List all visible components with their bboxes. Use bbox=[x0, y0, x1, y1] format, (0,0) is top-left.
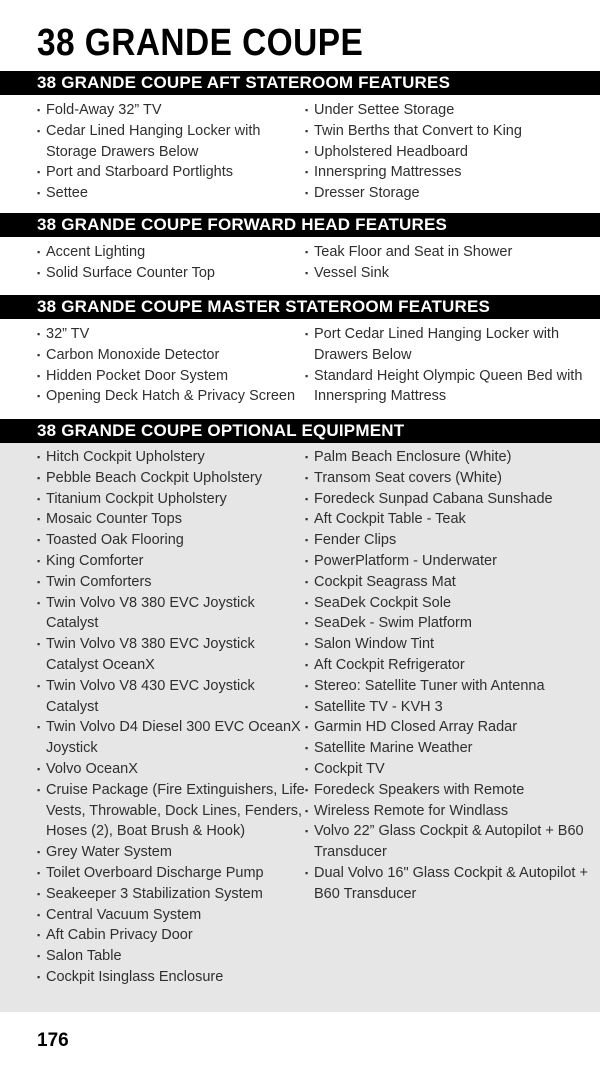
list-item: ▪ Standard Height Olympic Queen Bed with Innerspring Mattress bbox=[305, 366, 595, 408]
list-item: ▪ Twin Berths that Convert to King bbox=[305, 121, 595, 142]
list-item: ▪ SeaDek Cockpit Sole bbox=[305, 593, 595, 614]
list-item: ▪ PowerPlatform - Underwater bbox=[305, 551, 595, 572]
optional-equipment-left-list bbox=[37, 447, 305, 988]
forward-head-section bbox=[0, 213, 600, 284]
list-item: ▪ Satellite TV - KVH 3 bbox=[305, 697, 595, 718]
master-features-right-list bbox=[305, 324, 595, 407]
list-item: ▪ Palm Beach Enclosure (White) bbox=[305, 447, 595, 468]
list-item: ▪ Dual Volvo 16" Glass Cockpit & Autopilot + B60 Transducer bbox=[305, 863, 595, 905]
page-number: 176 bbox=[37, 1030, 69, 1051]
list-item: ▪ Cockpit TV bbox=[305, 759, 595, 780]
optional-equipment-right-list bbox=[305, 447, 595, 988]
list-item: ▪ Accent Lighting bbox=[37, 242, 305, 263]
list-item: ▪ King Comforter bbox=[37, 551, 305, 572]
list-item: ▪ Volvo 22” Glass Cockpit & Autopilot + B60 Transducer bbox=[305, 821, 595, 863]
list-item: ▪ Twin Volvo V8 430 EVC Joystick Catalyst bbox=[37, 676, 305, 718]
list-item: ▪ Central Vacuum System bbox=[37, 905, 305, 926]
list-item: ▪ Teak Floor and Seat in Shower bbox=[305, 242, 595, 263]
list-item: ▪ Dresser Storage bbox=[305, 183, 595, 204]
list-item: ▪ SeaDek - Swim Platform bbox=[305, 613, 595, 634]
list-item: ▪ Twin Volvo V8 380 EVC Joystick Catalyst bbox=[37, 593, 305, 635]
list-item: ▪ Toilet Overboard Discharge Pump bbox=[37, 863, 305, 884]
list-item: ▪ Settee bbox=[37, 183, 305, 204]
list-item: ▪ Mosaic Counter Tops bbox=[37, 509, 305, 530]
list-item: ▪ Cedar Lined Hanging Locker with Storage Drawers Below bbox=[37, 121, 305, 163]
aft-stateroom-heading: 38 GRANDE COUPE AFT STATEROOM FEATURES bbox=[0, 71, 600, 95]
list-item: ▪ Opening Deck Hatch & Privacy Screen bbox=[37, 386, 305, 407]
list-item: ▪ Cockpit Seagrass Mat bbox=[305, 572, 595, 593]
list-item: ▪ Fold-Away 32” TV bbox=[37, 100, 305, 121]
master-features-left-list bbox=[37, 324, 305, 407]
list-item: ▪ Volvo OceanX bbox=[37, 759, 305, 780]
optional-equipment-heading: 38 GRANDE COUPE OPTIONAL EQUIPMENT bbox=[0, 419, 600, 443]
forward-features-right-list bbox=[305, 242, 595, 284]
list-item: ▪ Innerspring Mattresses bbox=[305, 162, 595, 183]
list-item: ▪ Port and Starboard Portlights bbox=[37, 162, 305, 183]
list-item: ▪ Twin Volvo D4 Diesel 300 EVC OceanX Joystick bbox=[37, 717, 305, 759]
list-item: ▪ Transom Seat covers (White) bbox=[305, 468, 595, 489]
list-item: ▪ Aft Cockpit Table - Teak bbox=[305, 509, 595, 530]
list-item: ▪ Salon Window Tint bbox=[305, 634, 595, 655]
list-item: ▪ Satellite Marine Weather bbox=[305, 738, 595, 759]
list-item: ▪ Foredeck Speakers with Remote bbox=[305, 780, 595, 801]
list-item: ▪ Under Settee Storage bbox=[305, 100, 595, 121]
list-item: ▪ Hidden Pocket Door System bbox=[37, 366, 305, 387]
list-item: ▪ Upholstered Headboard bbox=[305, 142, 595, 163]
list-item: ▪ Hitch Cockpit Upholstery bbox=[37, 447, 305, 468]
list-item: ▪ Fender Clips bbox=[305, 530, 595, 551]
list-item: ▪ Port Cedar Lined Hanging Locker with Drawers Below bbox=[305, 324, 595, 366]
list-item: ▪ Pebble Beach Cockpit Upholstery bbox=[37, 468, 305, 489]
optional-equipment-section bbox=[0, 419, 600, 1012]
forward-head-heading: 38 GRANDE COUPE FORWARD HEAD FEATURES bbox=[0, 213, 600, 237]
master-stateroom-section bbox=[0, 295, 600, 407]
list-item: ▪ Cruise Package (Fire Extinguishers, Life Vests, Throwable, Dock Lines, Fenders, Hoses (2), Boat Brush & Hook) bbox=[37, 780, 305, 842]
aft-stateroom-section bbox=[0, 71, 600, 204]
list-item: ▪ 32” TV bbox=[37, 324, 305, 345]
list-item: ▪ Cockpit Isinglass Enclosure bbox=[37, 967, 305, 988]
master-stateroom-heading: 38 GRANDE COUPE MASTER STATEROOM FEATURES bbox=[0, 295, 600, 319]
aft-features-right-list bbox=[305, 100, 595, 204]
list-item: ▪ Titanium Cockpit Upholstery bbox=[37, 489, 305, 510]
list-item: ▪ Foredeck Sunpad Cabana Sunshade bbox=[305, 489, 595, 510]
list-item: ▪ Vessel Sink bbox=[305, 263, 595, 284]
aft-features-left-list bbox=[37, 100, 305, 204]
list-item: ▪ Wireless Remote for Windlass bbox=[305, 801, 595, 822]
list-item: ▪ Garmin HD Closed Array Radar bbox=[305, 717, 595, 738]
forward-features-left-list bbox=[37, 242, 305, 284]
list-item: ▪ Stereo: Satellite Tuner with Antenna bbox=[305, 676, 595, 697]
list-item: ▪ Carbon Monoxide Detector bbox=[37, 345, 305, 366]
list-item: ▪ Solid Surface Counter Top bbox=[37, 263, 305, 284]
list-item: ▪ Twin Volvo V8 380 EVC Joystick Catalyst OceanX bbox=[37, 634, 305, 676]
list-item: ▪ Grey Water System bbox=[37, 842, 305, 863]
list-item: ▪ Seakeeper 3 Stabilization System bbox=[37, 884, 305, 905]
list-item: ▪ Salon Table bbox=[37, 946, 305, 967]
list-item: ▪ Aft Cockpit Refrigerator bbox=[305, 655, 595, 676]
list-item: ▪ Aft Cabin Privacy Door bbox=[37, 925, 305, 946]
list-item: ▪ Twin Comforters bbox=[37, 572, 305, 593]
page-title: 38 GRANDE COUPE bbox=[37, 22, 364, 64]
list-item: ▪ Toasted Oak Flooring bbox=[37, 530, 305, 551]
